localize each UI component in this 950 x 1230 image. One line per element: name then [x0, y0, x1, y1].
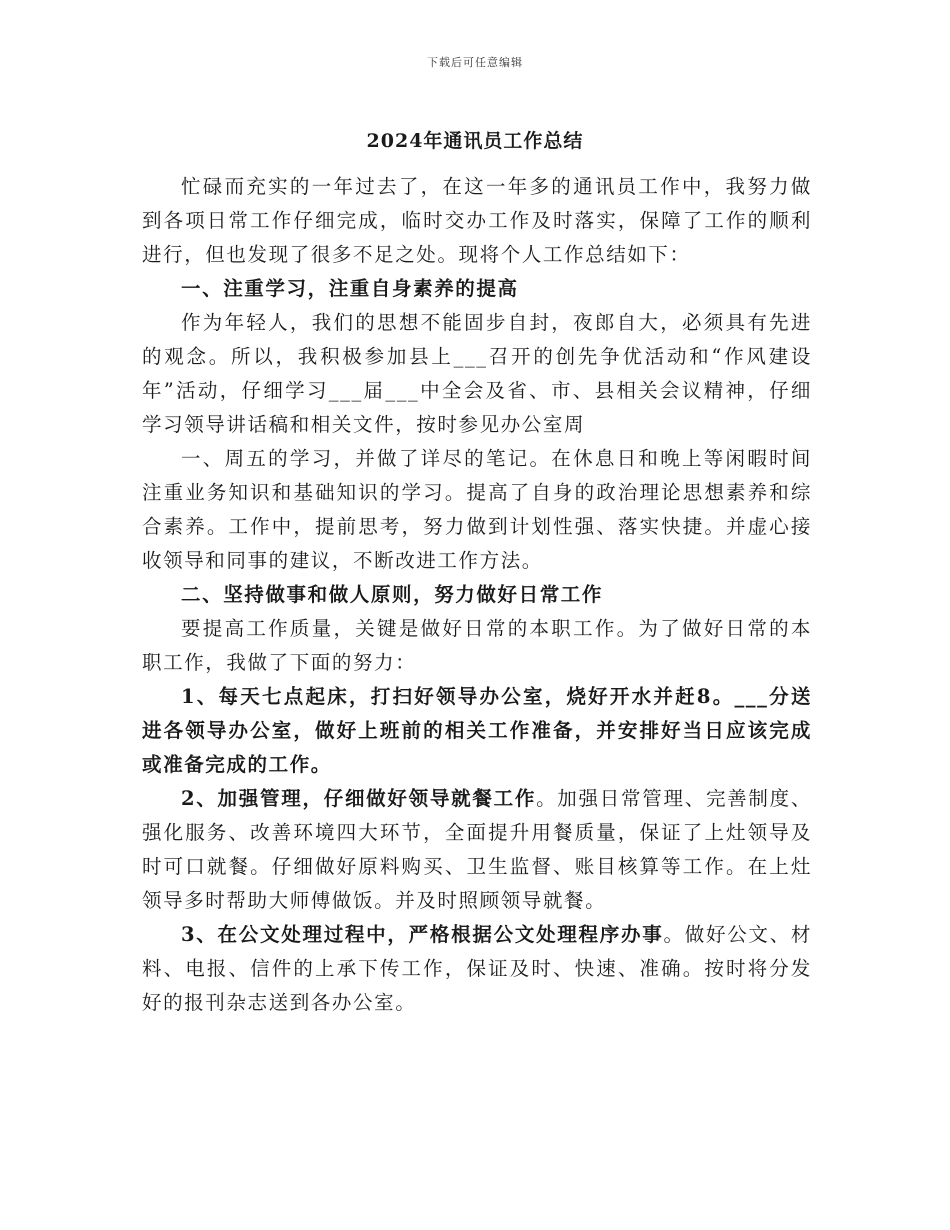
header-note: 下载后可任意编辑: [427, 56, 523, 69]
item-3-lead: 3、在公文处理过程中，严格根据公文处理程序办事: [181, 923, 664, 946]
item-3-text: 。做好公文、材料、电报、信件的上承下传工作，保证及时、快速、准确。按时将分发好的报刊杂志送到各办公室。: [142, 923, 812, 1014]
section-1-paragraph-2: 一、周五的学习，并做了详尽的笔记。在休息日和晚上等闲暇时间注重业务知识和基础知识的学习。提高了自身的政治理论思想素养和综合素养。工作中，提前思考，努力做到计划性强、落实快捷。并虚心接收领导和同事的建议，不断改进工作方法。: [142, 447, 812, 572]
section-2-item-2: [142, 782, 812, 918]
section-1-heading: 一、注重学习，注重自身素养的提高: [181, 277, 519, 300]
document-body: [142, 170, 812, 1020]
intro-paragraph: 忙碌而充实的一年过去了，在这一年多的通讯员工作中，我努力做到各项日常工作仔细完成，临时交办工作及时落实，保障了工作的顺利进行，但也发现了很多不足之处。现将个人工作总结如下：: [142, 175, 812, 266]
section-2-intro: 要提高工作质量，关键是做好日常的本职工作。为了做好日常的本职工作，我做了下面的努力：: [142, 617, 812, 674]
section-1-paragraph-1: 作为年轻人，我们的思想不能固步自封，夜郎自大，必须具有先进的观念。所以，我积极参加县上___召开的创先争优活动和“作风建设年”活动，仔细学习___届___中全会及省、市、县相关会议精神，仔细学习领导讲话稿和相关文件，按时参见办公室周: [142, 311, 812, 436]
document-title: 2024年通讯员工作总结: [366, 130, 584, 152]
section-2-item-1: 1、每天七点起床，打扫好领导办公室，烧好开水并赶8。___分送进各领导办公室，做好上班前的相关工作准备，并安排好当日应该完成或准备完成的工作。: [142, 685, 812, 776]
section-2-heading: 二、坚持做事和做人原则，努力做好日常工作: [181, 583, 604, 606]
item-2-lead: 2、加强管理，仔细做好领导就餐工作: [181, 787, 537, 810]
section-2-item-3: [142, 918, 812, 1020]
item-2-text: 。加强日常管理、完善制度、强化服务、改善环境四大环节，全面提升用餐质量，保证了上灶领导及时可口就餐。仔细做好原料购买、卫生监督、账目核算等工作。在上灶领导多时帮助大师傅做饭。并及时照顾领导就餐。: [142, 787, 812, 912]
